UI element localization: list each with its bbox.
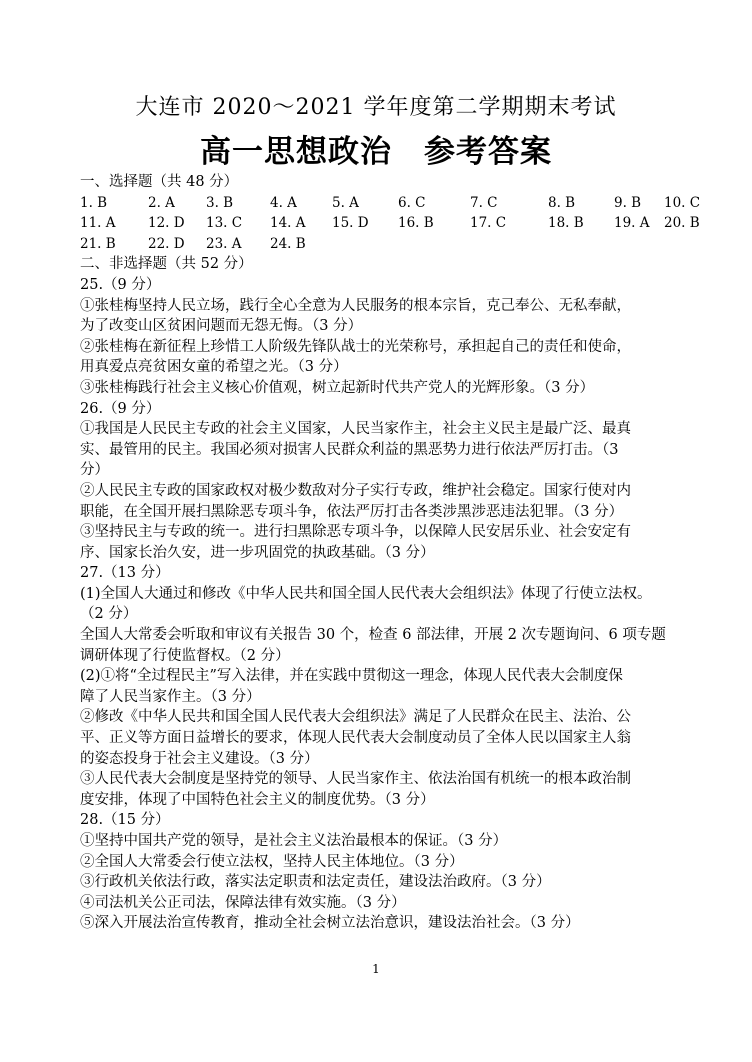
text-line: 职能，在全国开展扫黑除恶专项斗争，依法严厉打击各类涉黑涉恶违法犯罪。（3 分） xyxy=(80,503,624,520)
answer-item: 13. C xyxy=(206,215,243,232)
text-line: ①张桂梅坚持人民立场，践行全心全意为人民服务的根本宗旨，克己奉公、无私奉献， xyxy=(80,297,631,314)
answer-item: 3. B xyxy=(206,194,234,211)
text-line: ②人民民主专政的国家政权对极少数敌对分子实行专政，维护社会稳定。国家行使对内 xyxy=(80,482,631,499)
answer-item: 2. A xyxy=(148,194,175,211)
text-line: ②张桂梅在新征程上珍惜工人阶级先锋队战士的光荣称号，承担起自己的责任和使命， xyxy=(80,338,631,355)
answer-item: 15. D xyxy=(332,215,369,232)
text-line: 度安排，体现了中国特色社会主义的制度优势。（3 分） xyxy=(80,791,435,808)
answer-row xyxy=(80,234,672,255)
answer-item: 16. B xyxy=(398,215,434,232)
text-line: 序、国家长治久安，进一步巩固党的执政基础。（3 分） xyxy=(80,544,435,561)
answer-item: 8. B xyxy=(548,194,576,211)
answer-row xyxy=(80,193,701,214)
answer-item: 21. B xyxy=(80,235,116,252)
answer-body xyxy=(80,275,672,934)
text-line: ③坚持民主与专政的统一。进行扫黑除恶专项斗争，以保障人民安居乐业、社会安定有 xyxy=(80,524,631,541)
text-line: 障了人民当家作主。（3 分） xyxy=(80,688,261,705)
answer-item: 23. A xyxy=(206,235,242,252)
document-title: 大连市 2020～2021 学年度第二学期期末考试 xyxy=(135,95,617,120)
document-page xyxy=(80,92,701,934)
document-subtitle: 高一思想政治 参考答案 xyxy=(200,134,552,170)
section-heading-choice: 一、选择题（共 48 分） xyxy=(80,174,239,190)
answer-item: 6. C xyxy=(398,194,426,211)
section-heading-nonchoice: 二、非选择题（共 52 分） xyxy=(80,256,253,273)
text-line: （2 分） xyxy=(80,606,138,623)
text-line: 分） xyxy=(80,462,109,479)
answer-item: 7. C xyxy=(470,194,498,211)
text-line: ⑤深入开展法治宣传教育，推动全社会树立法治意识，建设法治社会。（3 分） xyxy=(80,915,580,932)
text-line: 平、正义等方面日益增长的要求，体现人民代表大会制度动员了全体人民以国家主人翁 xyxy=(80,730,631,747)
text-line: ③行政机关依法行政，落实法定职责和法定责任，建设法治政府。（3 分） xyxy=(80,874,551,891)
answer-item: 11. A xyxy=(80,215,116,232)
text-line: 25.（9 分） xyxy=(80,276,161,293)
text-line: 27.（13 分） xyxy=(80,565,170,582)
text-line: ④司法机关公正司法，保障法律有效实施。（3 分） xyxy=(80,894,406,911)
answer-item: 12. D xyxy=(148,215,185,232)
answer-row xyxy=(80,213,700,234)
answer-item: 1. B xyxy=(80,194,108,211)
answer-item: 22. D xyxy=(148,235,185,252)
page-number: 1 xyxy=(372,962,380,976)
answer-item: 19. A xyxy=(614,215,650,232)
text-line: ②修改《中华人民共和国全国人民代表大会组织法》满足了人民群众在民主、法治、公 xyxy=(80,709,631,726)
answer-item: 17. C xyxy=(470,215,507,232)
answer-item: 4. A xyxy=(270,194,297,211)
text-line: 为了改变山区贫困问题而无怨无悔。（3 分） xyxy=(80,318,363,335)
text-line: 实、最管用的民主。我国必须对损害人民群众利益的黑恶势力进行依法严厉打击。（3 xyxy=(80,441,619,458)
text-line: 的姿态投身于社会主义建设。（3 分） xyxy=(80,750,319,767)
text-line: 28.（15 分） xyxy=(80,812,170,829)
text-line: 调研体现了行使监督权。（2 分） xyxy=(80,647,290,664)
text-line: 26.（9 分） xyxy=(80,400,161,417)
answer-item: 5. A xyxy=(332,194,359,211)
text-line: 用真爱点亮贫困女童的希望之光。（3 分） xyxy=(80,359,348,376)
text-line: (2)①将“全过程民主”写入法律，并在实践中贯彻这一理念，体现人民代表大会制度保 xyxy=(80,668,623,685)
answer-key xyxy=(80,193,701,255)
text-line: 全国人大常委会听取和审议有关报告 30 个，检查 6 部法律，开展 2 次专题询问、6 项专题 xyxy=(80,627,666,644)
text-line: ③人民代表大会制度是坚持党的领导、人民当家作主、依法治国有机统一的根本政治制 xyxy=(80,771,631,788)
answer-item: 9. B xyxy=(614,194,642,211)
answer-item: 24. B xyxy=(270,235,306,252)
answer-item: 20. B xyxy=(664,215,700,232)
answer-item: 18. B xyxy=(548,215,584,232)
answer-item: 14. A xyxy=(270,215,306,232)
answer-item: 10. C xyxy=(664,194,701,211)
text-line: ③张桂梅践行社会主义核心价值观，树立起新时代共产党人的光辉形象。（3 分） xyxy=(80,379,595,396)
text-line: ①我国是人民民主专政的社会主义国家，人民当家作主，社会主义民主是最广泛、最真 xyxy=(80,421,631,438)
text-line: ②全国人大常委会行使立法权，坚持人民主体地位。（3 分） xyxy=(80,853,464,870)
text-line: ①坚持中国共产党的领导，是社会主义法治最根本的保证。（3 分） xyxy=(80,833,508,849)
text-line: (1)全国人大通过和修改《中华人民共和国全国人民代表大会组织法》体现了行使立法权。 xyxy=(80,585,652,602)
